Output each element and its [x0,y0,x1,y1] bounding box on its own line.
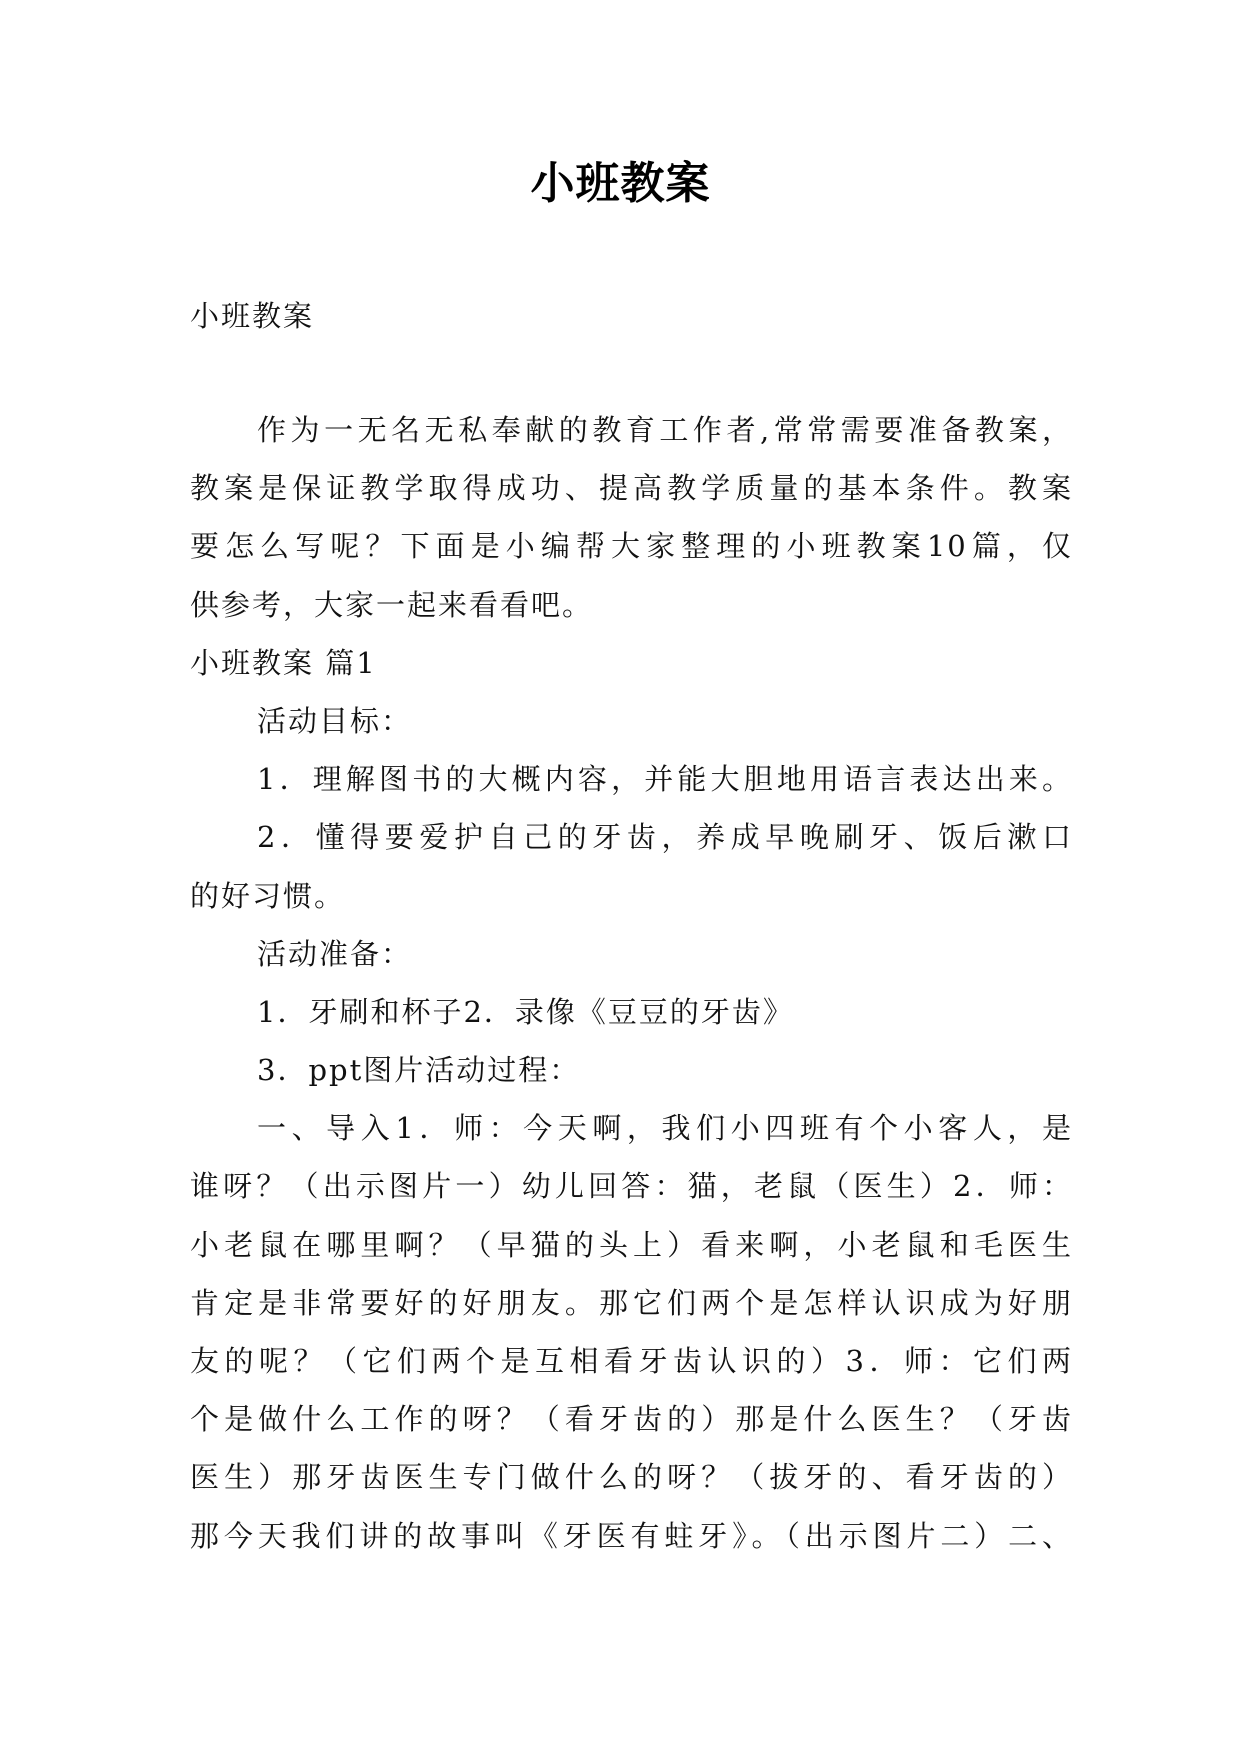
objective-line: 的好习惯。 [190,878,346,913]
document-body [190,401,1073,1565]
intro-line: 作为一无名无私奉献的教育工作者,常常需要准备教案， [257,413,1073,447]
preparation-line: 1．牙刷和杯子2．录像《豆豆的牙齿》 [257,994,794,1029]
document-title: 小班教案 [530,158,711,209]
process-line: 个是做什么工作的呀？（看牙齿的）那是什么医生？（牙齿 [190,1402,1073,1437]
process-line: 那今天我们讲的故事叫《牙医有蛀牙》。（出示图片二）二、 [190,1518,1073,1553]
process-line: 小老鼠在哪里啊？（早猫的头上）看来啊，小老鼠和毛医生 [190,1227,1073,1262]
process-line: 谁呀？（出示图片一）幼儿回答：猫，老鼠（医生）2．师： [190,1169,1073,1204]
document-subtitle: 小班教案 [190,299,315,333]
objective-line: 1．理解图书的大概内容，并能大胆地用语言表达出来。 [257,762,1073,797]
intro-line: 要怎么写呢？下面是小编帮大家整理的小班教案10篇，仅 [190,529,1073,564]
process-line: 一、导入1．师：今天啊，我们小四班有个小客人，是 [257,1111,1073,1146]
objective-line: 2．懂得要爱护自己的牙齿，养成早晚刷牙、饭后漱口 [257,820,1073,855]
objectives-label: 活动目标： [257,703,413,738]
process-line: 医生）那牙齿医生专门做什么的呀？（拔牙的、看牙齿的） [190,1460,1073,1495]
section-heading: 小班教案 篇1 [190,645,377,680]
intro-line: 供参考，大家一起来看看吧。 [190,587,594,622]
process-line: 友的呢？（它们两个是互相看牙齿认识的）3．师：它们两 [190,1344,1073,1378]
intro-line: 教案是保证教学取得成功、提高教学质量的基本条件。教案 [190,471,1073,506]
preparation-line: 3．ppt图片活动过程： [257,1053,581,1088]
preparation-label: 活动准备： [257,936,413,971]
process-line: 肯定是非常要好的好朋友。那它们两个是怎样认识成为好朋 [190,1285,1073,1320]
